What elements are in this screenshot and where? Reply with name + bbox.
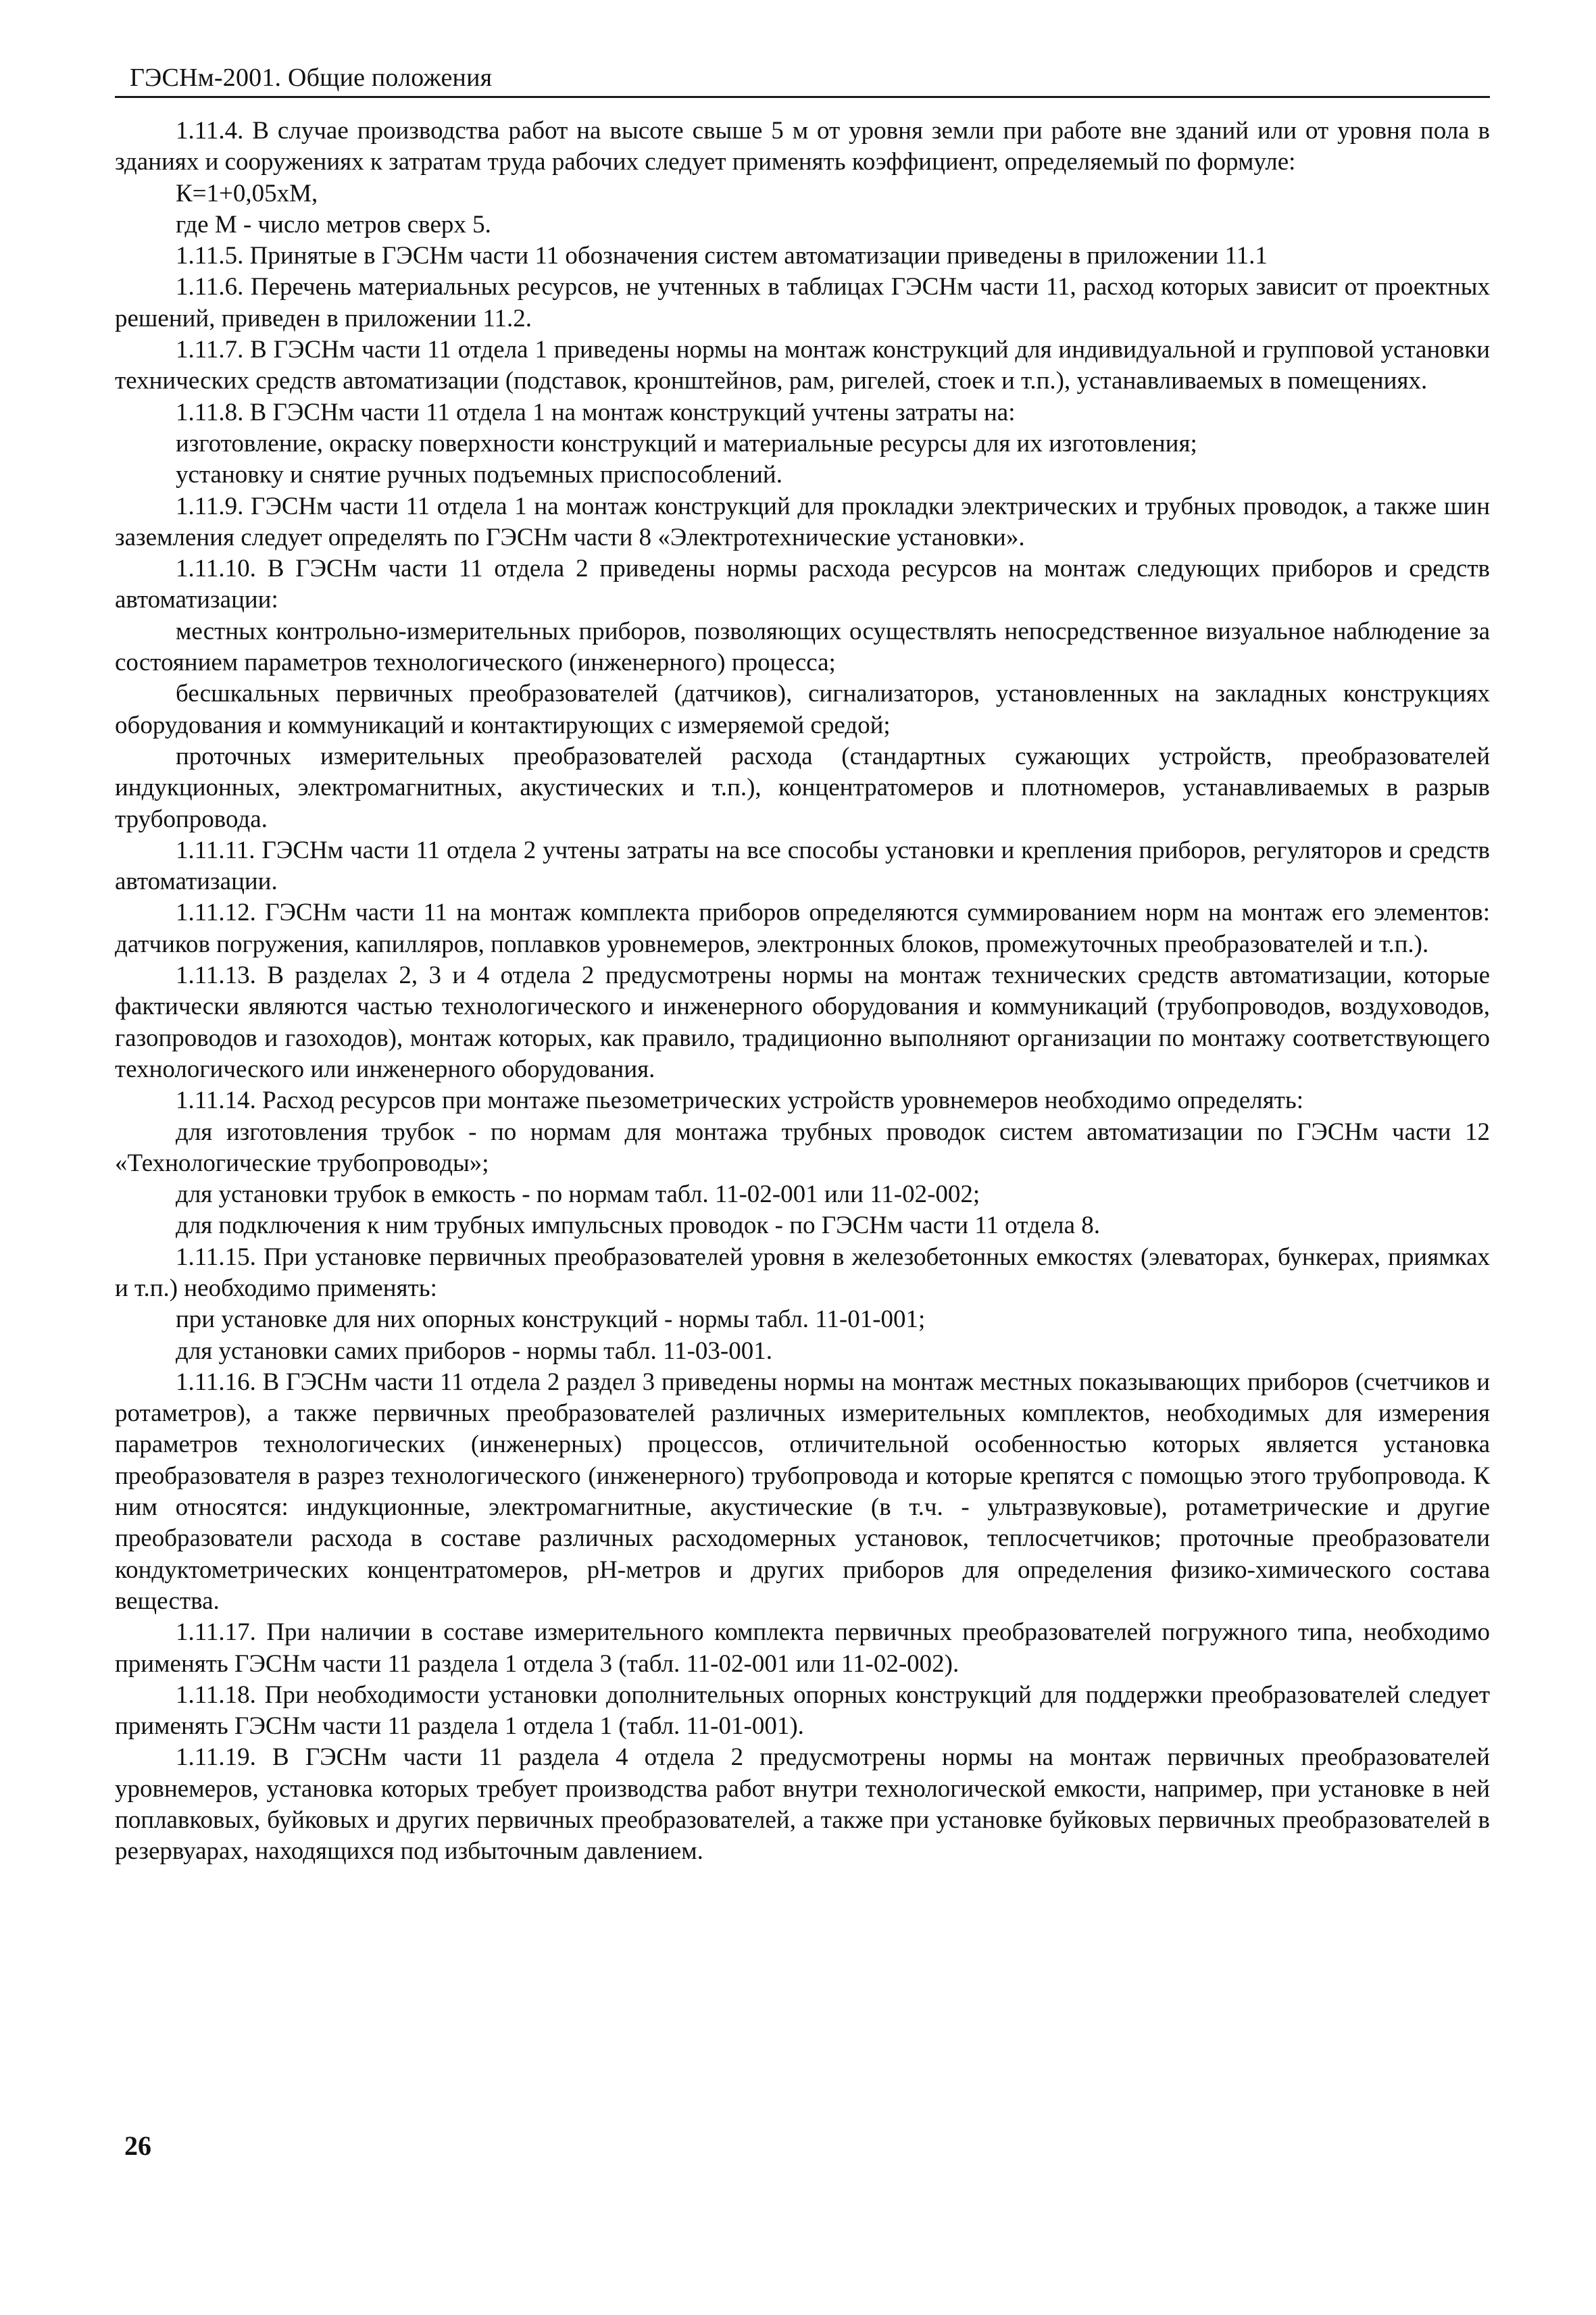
paragraph-1-11-7: 1.11.7. В ГЭСНм части 11 отдела 1 приведены нормы на монтаж конструкций для индивидуальной и групповой установки технических средств автоматизации (подставок, кронштейнов, рам, ригелей, стоек и т.п.), устанавливаемых в помещениях. <box>115 336 1490 395</box>
paragraph-1-11-11: 1.11.11. ГЭСНм части 11 отдела 2 учтены затраты на все способы установки и крепления приборов, регуляторов и средств автоматизации. <box>115 836 1490 896</box>
paragraph-1-11-16: 1.11.16. В ГЭСНм части 11 отдела 2 раздел 3 приведены нормы на монтаж местных показывающих приборов (счетчиков и ротаметров), а также первичных преобразователей различных измерительных комплектов, необходимых для измерения параметров технологических (инженерных) процессов, отличительной особенностью которых является установка преобразователя в разрез технологического (инженерного) трубопровода и которые крепятся с помощью этого трубопровода. К ним относятся: индукционные, электромагнитные, акустические (в т.ч. - ультразвуковые), ротаметрические и другие преобразователи расхода в составе различных расходомерных установок, теплосчетчиков; проточные преобразователи кондуктометрических концентратомеров, pH-метров и других приборов для определения физико-химического состава вещества. <box>115 1368 1490 1615</box>
paragraph-1-11-12: 1.11.12. ГЭСНм части 11 на монтаж комплекта приборов определяются суммированием норм на монтаж его элементов: датчиков погружения, капилляров, поплавков уровнемеров, электронных блоков, промежуточных преобразователей и т.п.). <box>115 899 1490 958</box>
paragraph-1-11-5: 1.11.5. Принятые в ГЭСНм части 11 обозначения систем автоматизации приведены в приложении 11.1 <box>176 242 1268 270</box>
paragraph-1-11-9: 1.11.9. ГЭСНм части 11 отдела 1 на монтаж конструкций для прокладки электрических и трубных проводок, а также шин заземления следует определять по ГЭСНм части 8 «Электротехнические установки». <box>115 492 1490 551</box>
paragraph-1-11-14: 1.11.14. Расход ресурсов при монтаже пьезометрических устройств уровнемеров необходимо определять: <box>176 1087 1303 1115</box>
document-page <box>115 62 1490 2292</box>
running-head: ГЭСНм-2001. Общие положения <box>130 64 493 92</box>
list-item: для изготовления трубок - по нормам для монтажа трубных проводок систем автоматизации по ГЭСНм части 12 «Технологические трубопроводы»; <box>115 1118 1490 1177</box>
list-item: установку и снятие ручных подъемных приспособлений. <box>176 461 782 489</box>
list-item: изготовление, окраску поверхности конструкций и материальные ресурсы для их изготовления; <box>176 429 1197 457</box>
list-item: для установки трубок в емкость - по нормам табл. 11-02-001 или 11-02-002; <box>176 1180 980 1209</box>
paragraph-1-11-10: 1.11.10. В ГЭСНм части 11 отдела 2 приведены нормы расхода ресурсов на монтаж следующих приборов и средств автоматизации: <box>115 555 1490 614</box>
list-item: бесшкальных первичных преобразователей (датчиков), сигнализаторов, установленных на закладных конструкциях оборудования и коммуникаций и контактирующих с измеряемой средой; <box>115 680 1490 739</box>
paragraph-1-11-6: 1.11.6. Перечень материальных ресурсов, не учтенных в таблицах ГЭСНм части 11, расход которых зависит от проектных решений, приведен в приложении 11.2. <box>115 273 1490 332</box>
formula-line: К=1+0,05хМ, <box>176 179 318 207</box>
list-item: для установки самих приборов - нормы табл. 11-03-001. <box>176 1337 772 1365</box>
list-item: при установке для них опорных конструкций - нормы табл. 11-01-001; <box>176 1305 926 1334</box>
list-item: местных контрольно-измерительных приборов, позволяющих осуществлять непосредственное визуальное наблюдение за состоянием параметров технологического (инженерного) процесса; <box>115 617 1490 677</box>
paragraph-1-11-19: 1.11.19. В ГЭСНм части 11 раздела 4 отдела 2 предусмотрены нормы на монтаж первичных преобразователей уровнемеров, установка которых требует производства работ внутри технологической емкости, например, при установке в ней поплавковых, буйковых и других первичных преобразователей, а также при установке буйковых первичных преобразователей в резервуарах, находящихся под избыточным давлением. <box>115 1743 1490 1866</box>
page-number: 26 <box>124 2131 151 2161</box>
paragraph-1-11-15: 1.11.15. При установке первичных преобразователей уровня в железобетонных емкостях (элеваторах, бункерах, приямках и т.п.) необходимо применять: <box>115 1243 1490 1302</box>
paragraph-1-11-4: 1.11.4. В случае производства работ на высоте свыше 5 м от уровня земли при работе вне зданий или от уровня пола в зданиях и сооружениях к затратам труда рабочих следует применять коэффициент, определяемый по формуле: <box>115 117 1490 176</box>
header-rule <box>115 96 1490 98</box>
body-text <box>115 116 1490 1868</box>
formula-explanation: где М - число метров сверх 5. <box>176 210 491 239</box>
list-item: проточных измерительных преобразователей расхода (стандартных сужающих устройств, преобразователей индукционных, электромагнитных, акустических и т.п.), концентратомеров и плотномеров, устанавливаемых в разрыв трубопровода. <box>115 742 1490 833</box>
paragraph-1-11-17: 1.11.17. При наличии в составе измерительного комплекта первичных преобразователей погружного типа, необходимо применять ГЭСНм части 11 раздела 1 отдела 3 (табл. 11-02-001 или 11-02-002). <box>115 1618 1490 1678</box>
paragraph-1-11-8: 1.11.8. В ГЭСНм части 11 отдела 1 на монтаж конструкций учтены затраты на: <box>176 398 1016 426</box>
list-item: для подключения к ним трубных импульсных проводок - по ГЭСНм части 11 отдела 8. <box>176 1212 1101 1240</box>
paragraph-1-11-18: 1.11.18. При необходимости установки дополнительных опорных конструкций для поддержки преобразователей следует применять ГЭСНм части 11 раздела 1 отдела 1 (табл. 11-01-001). <box>115 1681 1490 1741</box>
paragraph-1-11-13: 1.11.13. В разделах 2, 3 и 4 отдела 2 предусмотрены нормы на монтаж технических средств автоматизации, которые фактически являются частью технологического и инженерного оборудования и коммуникаций (трубопроводов, воздуховодов, газопроводов и газоходов), монтаж которых, как правило, традиционно выполняют организации по монтажу соответствующего технологического или инженерного оборудования. <box>115 962 1490 1083</box>
